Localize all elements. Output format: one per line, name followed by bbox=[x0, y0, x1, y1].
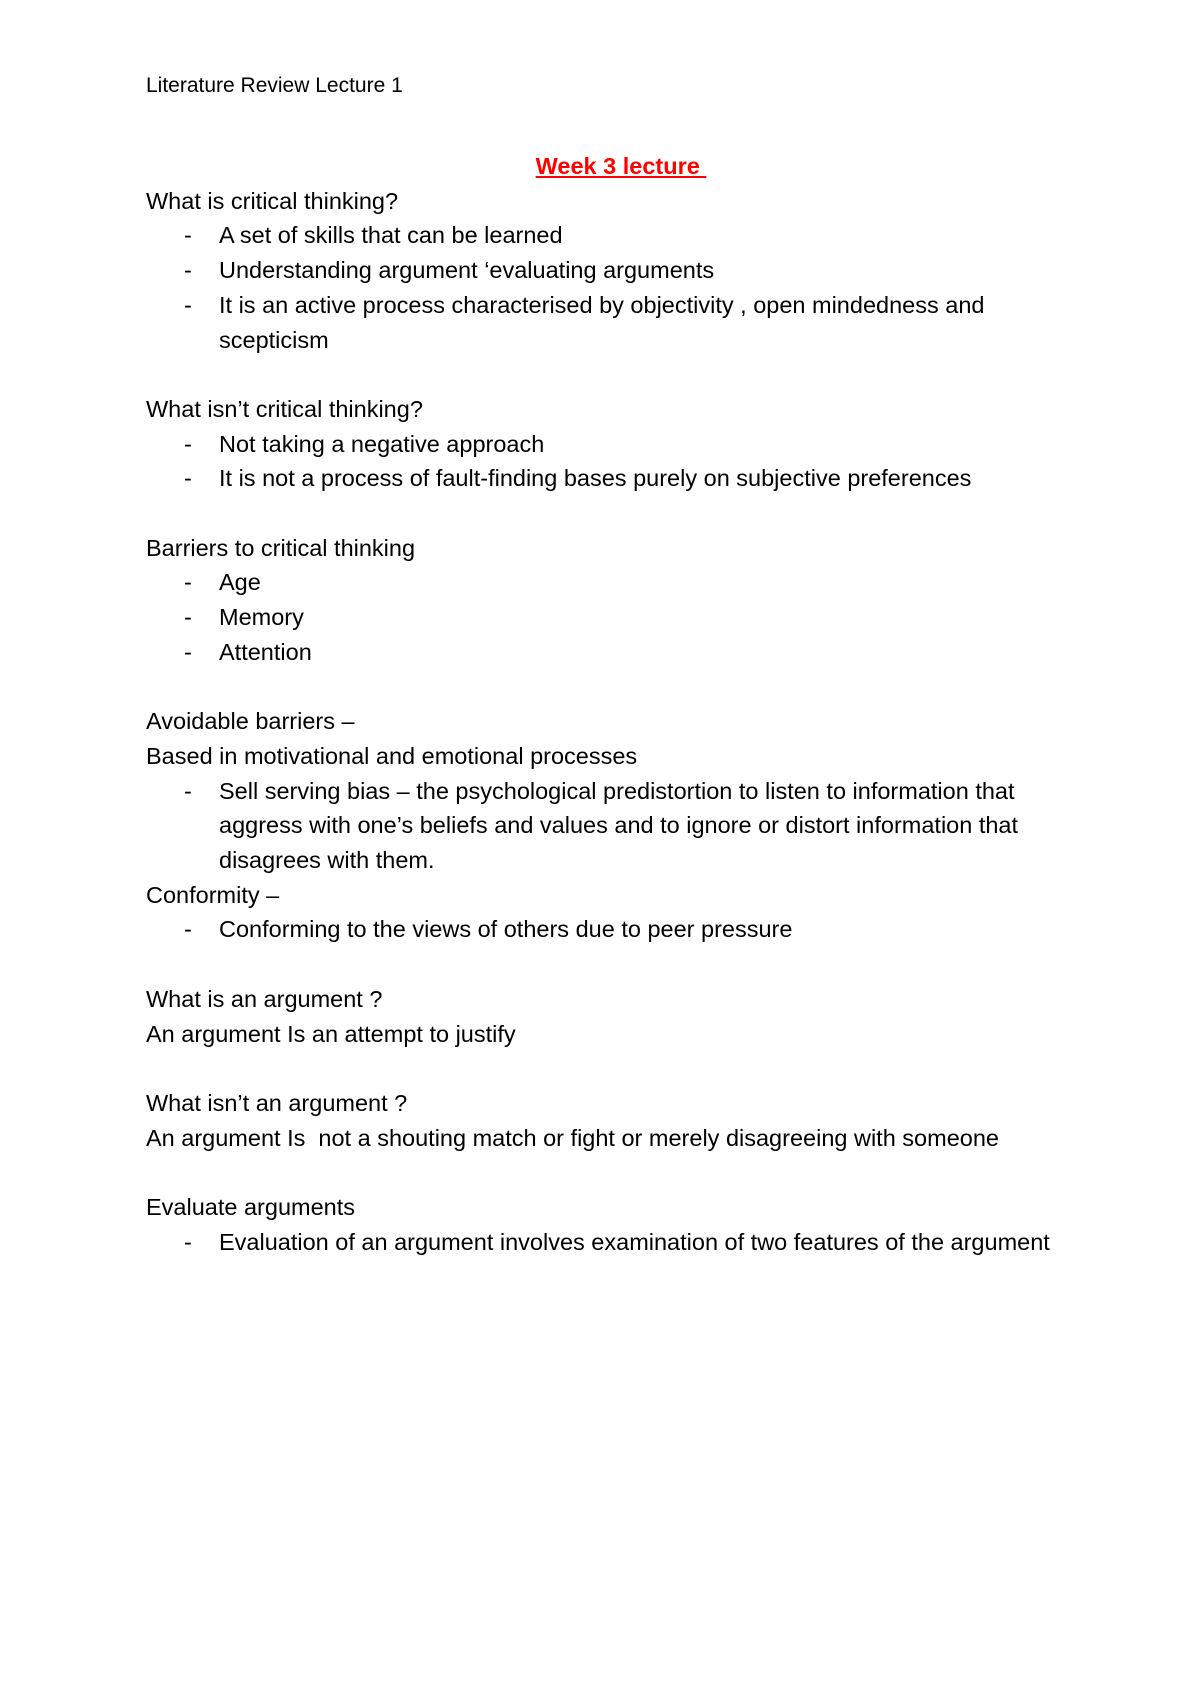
dash-bullet: - bbox=[184, 430, 192, 457]
bullet-list bbox=[146, 427, 1096, 496]
document-body bbox=[146, 149, 1096, 1259]
blank-line bbox=[146, 357, 1096, 392]
dash-bullet: - bbox=[184, 257, 192, 284]
list-item-text: It is an active process characterised by objectivity , open mindedness and scepticism bbox=[219, 291, 985, 353]
list-item-text: A set of skills that can be learned bbox=[219, 222, 563, 249]
list-item bbox=[146, 427, 1096, 462]
bullet-list bbox=[146, 1225, 1096, 1260]
section-heading: Conformity – bbox=[146, 881, 280, 908]
list-item-text: Evaluation of an argument involves examination of two features of the argument bbox=[219, 1228, 1050, 1255]
blank-line bbox=[146, 670, 1096, 705]
blank-line bbox=[146, 1051, 1096, 1086]
list-item-text: Memory bbox=[219, 604, 304, 631]
section-subheading: Based in motivational and emotional processes bbox=[146, 742, 638, 769]
list-item-text: Sell serving bias – the psychological predistortion to listen to information that aggress with one’s beliefs and values and to ignore or distort information that disagrees with them. bbox=[219, 777, 1019, 873]
dash-bullet: - bbox=[184, 604, 192, 631]
blank-line bbox=[146, 1155, 1096, 1190]
dash-bullet: - bbox=[184, 465, 192, 492]
list-item bbox=[146, 635, 1096, 670]
list-item-text: Attention bbox=[219, 638, 312, 665]
section-heading: Avoidable barriers – bbox=[146, 708, 355, 735]
dash-bullet: - bbox=[184, 569, 192, 596]
section-heading: What isn’t critical thinking? bbox=[146, 395, 423, 422]
bullet-list bbox=[146, 565, 1096, 669]
list-item bbox=[146, 461, 1096, 496]
list-item-text: Age bbox=[219, 569, 261, 596]
list-item bbox=[146, 565, 1096, 600]
section-heading: What isn’t an argument ? bbox=[146, 1089, 408, 1116]
section-heading: What is critical thinking? bbox=[146, 187, 399, 214]
list-item-text: Not taking a negative approach bbox=[219, 430, 545, 457]
section-text: An argument Is an attempt to justify bbox=[146, 1020, 516, 1047]
dash-bullet: - bbox=[184, 916, 192, 943]
list-item bbox=[146, 912, 1096, 947]
dash-bullet: - bbox=[184, 222, 192, 249]
section-heading: Evaluate arguments bbox=[146, 1193, 356, 1220]
list-item-text: Conforming to the views of others due to peer pressure bbox=[219, 916, 793, 943]
dash-bullet: - bbox=[184, 777, 192, 804]
list-item bbox=[146, 774, 1096, 878]
bullet-list bbox=[146, 912, 1096, 947]
dash-bullet: - bbox=[184, 1228, 192, 1255]
list-item bbox=[146, 288, 1096, 357]
list-item bbox=[146, 218, 1096, 253]
dash-bullet: - bbox=[184, 291, 192, 318]
list-item bbox=[146, 253, 1096, 288]
list-item bbox=[146, 1225, 1096, 1260]
list-item bbox=[146, 600, 1096, 635]
bullet-list bbox=[146, 218, 1096, 357]
section-text: An argument Is not a shouting match or fight or merely disagreeing with someone bbox=[146, 1124, 999, 1151]
section-heading: What is an argument ? bbox=[146, 985, 383, 1012]
dash-bullet: - bbox=[184, 638, 192, 665]
list-item-text: It is not a process of fault-finding bases purely on subjective preferences bbox=[219, 465, 972, 492]
blank-line bbox=[146, 496, 1096, 531]
bullet-list bbox=[146, 774, 1096, 878]
blank-line bbox=[146, 947, 1096, 982]
page-header: Literature Review Lecture 1 bbox=[146, 74, 403, 97]
section-heading: Barriers to critical thinking bbox=[146, 534, 416, 561]
lecture-title: Week 3 lecture bbox=[535, 153, 707, 179]
list-item-text: Understanding argument ‘evaluating arguments bbox=[219, 257, 715, 284]
